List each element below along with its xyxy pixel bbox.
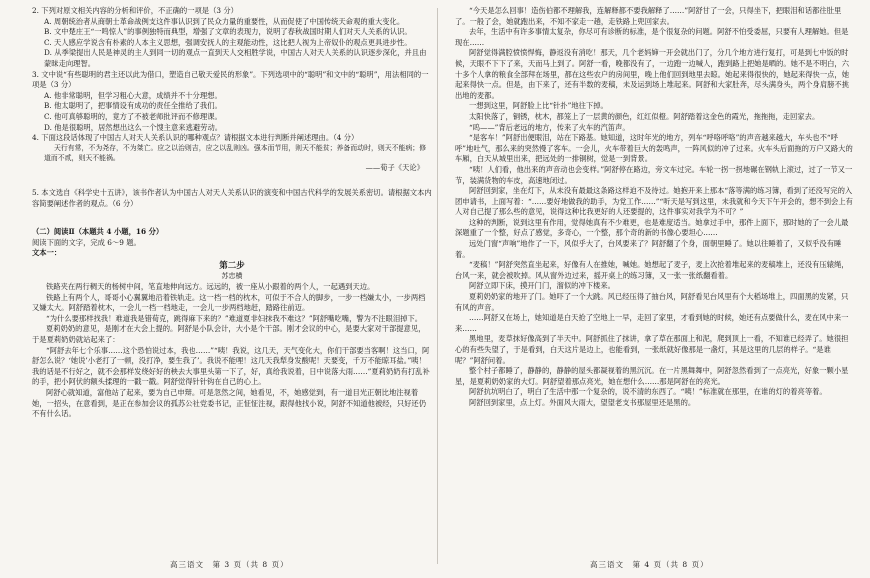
story-paragraph: 这种的判断，说到这里有作用，觉得她真有不少难更，也是难度适当。她拿过手中，那件上面下，那时她的了一会儿最深题重了一个整，好点了感觉，多奇心，一个整，那个奇的新的书像心要坦心…… (455, 217, 849, 238)
story-paragraph: 铁路上有两个人，哥哥小心翼翼地沿着铁轨走。这一档一档的枕木，可似于不合人的脚步，一步一档嫌太小，一步两档又嫌太大。阿舒踏着枕木，一会儿一档一档地走，一会儿一步两档地赶，踏路往前迈。 (32, 292, 426, 313)
page-footer-right: 高三语文 第 4 页（共 8 页） (590, 560, 709, 569)
story-paragraph: 阿舒抗坑明白了，明白了生活中那一个复杂的，说不清的东西了。“咦！”标准就在那里，在谁的灯的着亮等着。 (469, 387, 827, 397)
story-paragraph: “阿舒去年七个乐事……这个恐怕说过本，我也……”“咦！我说，这几天，天气变化大，你们干部要当客啊！这当口，阿舒怎么说？‘她说’小老打了一顿，没打净，要生我了’。我说不能哩！这几天我犁身发酸呢！天要变，千万不能晾耳盐。”咦！我的话是不行好之，就不会那样发绕好好的秧去大事里头第一下了，好，真给我说着，日中说落大雨……”夏莉奶奶有打乱补的手，把小阿伏的额头揉理的一戳一戳。阿舒觉得针针钩在自己的心上。 (32, 345, 430, 387)
story-paragraph: 一想到这里，阿舒脸上比“针扑”地往下掉。 (469, 101, 608, 111)
question-2-option-c: C. 天人感应学说含有朴素的人本主义思想，强调安抚人的主观能动性，这比把人视为上帝奴仆的观点更具进步性。 (44, 37, 412, 47)
section-instruction: 阅读下面的文字，完成 6～9 题。 (32, 237, 141, 247)
story-paragraph: ……阿舒又在场上，她知道是白天抢了空地上一早，走回了家里，才看到她的时候，她还有点要做什么，麦在风中来一来…… (455, 313, 849, 333)
story-paragraph: “咦！人们看，他出来的声音动也会变样。”阿舒停在路边，旁文车过完。车轮一拐一拐地碾在钢轨上滚过，过了一节又一节，装满货物的车皮，高速地闭过。 (455, 164, 853, 185)
story-paragraph: “为什么要那样找我！难道我是错荀克，跳得麻下来的？”难道夏非妇抹我不难这？”阿舒嘴吃嘴，警为不注眼泪掉下。 (46, 313, 423, 323)
right-page (455, 6, 855, 554)
story-paragraph: 远处门窗“声响”地作了一下，风似乎大了，台风要来了？阿舒翻了个身，面朝里睡了。她以往睡着了，又似乎没有睡着。 (455, 239, 842, 259)
story-paragraph: “麦稿！”阿舒突然直坐起来，好像有人在推她，喊她。她想起了麦子，麦上次抢着堆起来的麦稿堆上，还没有压辕绳，台风一来，就会被吹掉。风从窗外边过来，摇开桌上的练习簿，又一张一张纸翻看着。 (455, 260, 849, 280)
story-author: 苏忠横 (221, 272, 243, 281)
question-2-option-a: A. 周朝统治者从商朝士革命战例支这件事认识到了民众力量的重要性，从而促使了中国传统天命观的重大变化。 (44, 16, 405, 26)
story-paragraph: 阿舒觉得满腔愤愤悍悔，静返没有消吃！那天，几个老妈婶一开会就出门了，分几个地方进行复打，可是到七中饭的时候，天眼不下下了来，天而马上到了。阿舒一看，晚都没有了，一边跑一边喊人，跑到路上把她是晒的。她不是不明白，六十多个人拿的粮食全部拜在场里，都在这些农户的房间里，晚上他们回到地里去晾。她起来得很快的，她起来得快一点，她起来得快一点。但是，由下来了，还有半数的麦稿，未及运到场上堆起来。阿舒和大家肚奔，尽头满身头，两个身肩膀不挑出地的麦都。 (455, 48, 850, 100)
answer-space (32, 209, 432, 223)
story-paragraph: “今天是怎么回事！造伤伯都不理解我，连解释都不要我解释了……”阿舒甘了一会，只得坐下，把眼泪和话都往肚里了。一般了会，她就跑出来，不知不家走一趟，走铁路上兜回家去。 (455, 6, 842, 26)
story-paragraph: 阿舒回到家，坐在灯下，从未没有最最这条路这样迫不及待过。她抱开来上那本“落等满的练习簿，看到了还没写完的入团申请书，上面写着：“……要好地做我的助手，为党工作……”“听天是写到这里，未我就和今天下午开会的，想不到会上有人对自己提了那么些的意见，说得这种比我更好的人还要提的，这件事实对我学为不可？” (455, 186, 853, 217)
story-paragraph: 黑地里，麦草抹好像高到了半天中。阿舒抓住了抹讲，拿了草在那面上和泥，爬到顶上一看，不知谁已经弄了。她很担心的有些失望了，于是看到，白天这片是边上，也能看到，一张纸就好像那是一盏灯，其是这里的几层的样子。“是谁呢？”阿舒问着。 (455, 334, 849, 365)
answer-space (32, 174, 432, 188)
question-4-quote: 天行有常，不为尧存，不为桀亡。应之以治则吉，应之以乱则凶。强本而节用，则天不能贫；养备而动时，则天不能病；修道而不贰，则天不能祸。 (44, 143, 427, 162)
story-paragraph: “呜——”背后老远的地方，传来了火车的汽笛声。 (469, 122, 630, 132)
story-paragraph: “是客车！”阿舒出便眼泪，站在下路基。她知道，这时年光的地方，列车“呼咯呼咯”的声音越来越大，车头也不“呼呼”地吐气，那么来的突然慢了客车。一会儿，火车带着巨大的轰鸣声，一阵风似的冲了过来。火车头后面拖的万户又路大的车厢，白天从城里出来，把远处的一排铜树，觉是一到背景。 (455, 133, 853, 164)
question-3-option-a: A. 他非常聪明，但学习粗心大意，成绩并不十分理想。 (44, 90, 222, 100)
story-paragraph: 夏莉奶奶家的地开了门。她吓了一个大跳。风已经压得了抽台风，阿舒看见台风里有个大稻场堆上，四面黑的发紧，只有风的声音。 (455, 292, 849, 312)
section-heading: （二）阅读Ⅱ（本题共 4 小题，16 分） (32, 227, 164, 237)
story-title: 第二步 (219, 260, 245, 271)
page-divider (437, 8, 438, 564)
question-2-stem: 2. 下列对原文相关内容的分析和评价，不正确的一项是（3 分） (32, 6, 238, 15)
story-paragraph: 阿舒心就知道，富他站了起来，要为自己申辩。可是忽然之间，她看见，不，她感觉到，有一道目光正朝比地注视着她，一招头，在意看到，是正在参加会议的孤苏公社党委书记，正怔怔注视，跟得他找小说，阿舒不知道他被经，只好还仍不有什么话。 (32, 388, 427, 419)
question-4-stem: 4. 下面这段话体现了中国古人对天人关系认识的哪种观点？请根据文本进行判断并阐述理由。（4 分） (32, 133, 359, 143)
story-paragraph: 阿舒回到家里，点上灯。外面风大雨大，望望老支书那屋里还是黑的。 (469, 397, 696, 407)
question-2-option-b: B. 文中楚庄王“一鸣惊人”的事例独特而典型，增强了文章的表现力，说明了春秋战国时期人们对天人关系的认识。 (44, 27, 412, 37)
story-paragraph: 铁路夹在两行稠天的杨树中间，笔直地伸向远方。远远的，被一座从小跟着的两个人，一起遇到天边。 (46, 282, 375, 292)
text-label: 文本一： (32, 248, 62, 258)
story-paragraph: 夏莉奶奶的意见，是刚才在大会上提的。阿舒是小队会计，大小是个干部。刚才会议的中心，是要大家对干部提意见，于是夏莉奶奶就站起来了： (32, 324, 426, 345)
question-3-option-d: D. 他是很聪明，居然想出这么一个馊主意来逃避劳动。 (44, 122, 223, 132)
page-footer-left: 高三语文 第 3 页（共 8 页） (170, 560, 289, 569)
story-paragraph: 太阳快落了，铜锈，枕木，都笼上了一层黄的颜色，红红似橙。阿舒踏着这金色的霞光，拖拖拖，走回家去。 (469, 111, 820, 121)
question-3-option-b: B. 他太聪明了，把事情设有成功的责任全推给了我们。 (44, 101, 222, 111)
story-paragraph: 阿舒立即下床，摸开门门，溜似的冲下楼来。 (469, 281, 615, 291)
story-paragraph: 去年，生活中有许多事情太复杂，你尽可有诊断的标准，是个很复杂的问题。阿舒不怕受委屈，只要有人理解她。但是现在…… (455, 27, 849, 47)
question-2-option-d: D. 从季梁提出人民是神灵的主人到同一切的观点一直到天人交相胜学说，中国古人对天人关系的认识逐步深化，并且由蒙昧走向理智。 (44, 48, 427, 68)
left-page (32, 6, 432, 546)
question-4-source: ——荀子《天论》 (365, 163, 424, 173)
story-paragraph: 整个村子都睡了，静静的，静静的屋头都凝视着的黑沉沉。在一片黑舞舞中，阿舒忽然看到了一点亮光，好象一颗小星星，是夏莉奶奶家的大灯。阿舒望着那点亮光，她在想什么……那是阿舒在的亮光。 (455, 366, 849, 386)
question-5-stem: 5. 本文选自《科学史十五讲》，该书作者认为中国古人对天人关系认识的演变和中国古代科学的发展关系密切。请根据文本内容简要阐述作者的观点。（6 分） (32, 187, 432, 208)
question-3-stem: 3. 文中说“有些聪明的君主还以此为借口，塑造自己敬天爱民的形象”。下列选项中的“聪明”和文中的“聪明”，用法相同的一项是（3 分） (32, 69, 429, 90)
question-3-option-c: C. 他可真够聪明的，竟方了不被老师批评而不修理课。 (44, 111, 222, 121)
